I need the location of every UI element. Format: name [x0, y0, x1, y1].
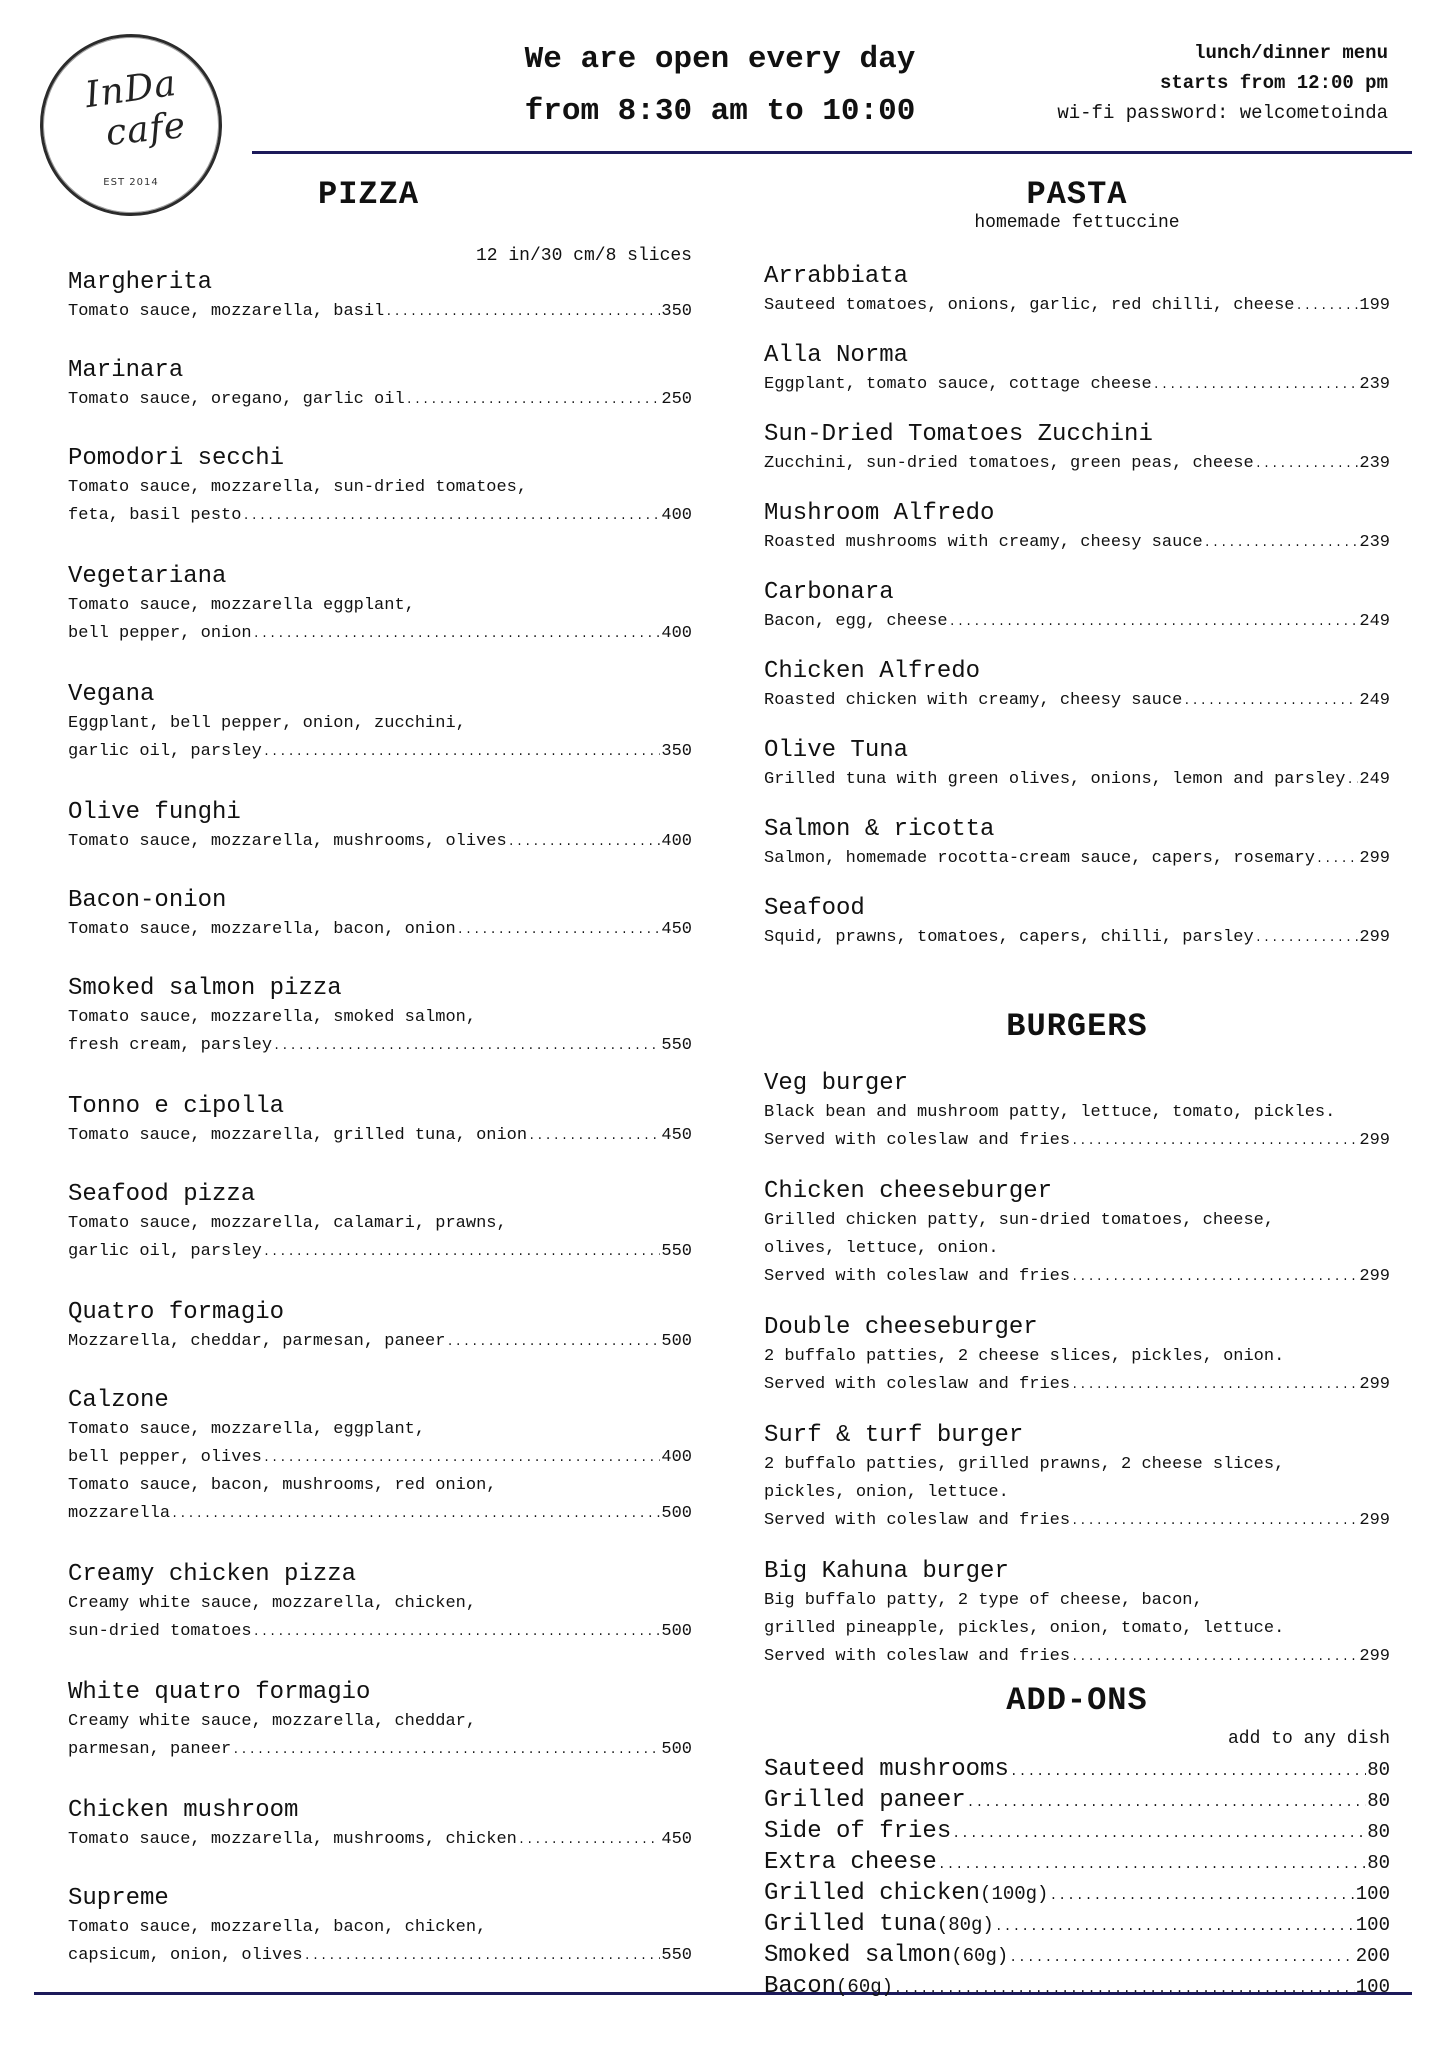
item-name: Sun-Dried Tomatoes Zucchini: [764, 421, 1153, 448]
menu-type: lunch/dinner menu: [1194, 42, 1388, 64]
item-price: 239: [1359, 375, 1390, 394]
price-row: [764, 687, 1390, 715]
item-description: Tomato sauce, mozzarella, smoked salmon,: [68, 1008, 477, 1027]
addon-item: [764, 1879, 1390, 1910]
item-name: Mushroom Alfredo: [764, 500, 995, 527]
dot-leader: [1204, 529, 1359, 557]
menu-item: [68, 1180, 692, 1266]
item-name: Carbonara: [764, 579, 894, 606]
dot-leader: [1347, 766, 1359, 794]
item-description: bell pepper, olives: [68, 1448, 262, 1467]
item-price: 400: [661, 1448, 692, 1467]
price-row: [68, 620, 692, 648]
pasta-subtitle: homemade fettuccine: [974, 213, 1180, 233]
dot-leader: [967, 1788, 1367, 1817]
item-name: Vegana: [68, 681, 155, 708]
menu-item: [68, 798, 692, 856]
dot-leader: [304, 1942, 661, 1970]
item-name: Olive funghi: [68, 799, 241, 826]
price-row: [68, 386, 692, 414]
item-description: Roasted mushrooms with creamy, cheesy sauce: [764, 533, 1203, 552]
price-row: [68, 916, 692, 944]
pizza-size-note: 12 in/30 cm/8 slices: [475, 246, 692, 266]
item-description: Squid, prawns, tomatoes, capers, chilli, parsley: [764, 928, 1254, 947]
item-name: Calzone: [68, 1387, 169, 1414]
item-description: Tomato sauce, mozzarella, bacon, chicken,: [68, 1918, 487, 1937]
dot-leader: [995, 1912, 1355, 1941]
item-name: Bacon-onion: [68, 887, 227, 914]
dot-leader: [1183, 687, 1358, 715]
item-description: pickles, onion, lettuce.: [764, 1483, 1009, 1502]
price-row: [68, 1736, 692, 1764]
dot-leader: [1255, 450, 1359, 478]
addon-name: Grilled chicken: [764, 1880, 981, 1907]
addon-price: 100: [1355, 1914, 1390, 1936]
item-description: Served with coleslaw and fries: [764, 1647, 1071, 1666]
addon-item: [764, 1786, 1390, 1817]
item-price: 400: [661, 624, 692, 643]
price-row: [764, 1127, 1390, 1155]
price-row: [764, 924, 1390, 952]
item-price: 550: [661, 1242, 692, 1261]
dot-leader: [949, 608, 1359, 636]
menu-item: [68, 680, 692, 766]
addon-item: [764, 1848, 1390, 1879]
price-row: [764, 292, 1390, 320]
item-description: Creamy white sauce, mozzarella, chicken,: [68, 1594, 477, 1613]
logo-name: InDa: [82, 62, 180, 117]
logo-established: EST 2014: [103, 177, 159, 188]
item-description: capsicum, onion, olives: [68, 1946, 303, 1965]
dot-leader: [253, 1618, 661, 1646]
menu-item: [764, 578, 1390, 636]
item-description: olives, lettuce, onion.: [764, 1239, 999, 1258]
price-row: [764, 845, 1390, 873]
item-description: Grilled tuna with green olives, onions, lemon and parsley: [764, 770, 1346, 789]
item-name: Supreme: [68, 1885, 169, 1912]
menu-item: [764, 1177, 1390, 1291]
price-row: [764, 766, 1390, 794]
item-description: Sauteed tomatoes, onions, garlic, red chilli, cheese: [764, 296, 1295, 315]
item-description: parmesan, paneer: [68, 1740, 232, 1759]
addon-price: 80: [1367, 1821, 1390, 1843]
price-row: [764, 1263, 1390, 1291]
dot-leader: [273, 1032, 660, 1060]
item-description: fresh cream, parsley: [68, 1036, 273, 1055]
item-price: 299: [1359, 1647, 1390, 1666]
menu-item: [68, 562, 692, 648]
item-description: feta, basil pesto: [68, 506, 242, 525]
item-description: Served with coleslaw and fries: [764, 1267, 1071, 1286]
addon-price: 100: [1355, 1883, 1390, 1905]
header-info: [1057, 38, 1388, 128]
item-description: mozzarella: [68, 1504, 171, 1523]
pasta-header: [764, 176, 1390, 233]
item-description: Salmon, homemade rocotta-cream sauce, capers, rosemary: [764, 849, 1315, 868]
addon-name: Sauteed mushrooms: [764, 1756, 1009, 1783]
addons-section-title: ADD-ONS: [1006, 1682, 1148, 1719]
item-name: Arrabbiata: [764, 263, 909, 290]
item-price: 239: [1359, 533, 1390, 552]
menu-item: [764, 1421, 1390, 1535]
addon-price: 200: [1355, 1945, 1390, 1967]
item-price: 350: [661, 742, 692, 761]
item-name: Seafood pizza: [68, 1181, 256, 1208]
dot-leader: [457, 916, 661, 944]
item-description: Tomato sauce, mozzarella, bacon, onion: [68, 920, 456, 939]
item-description: Served with coleslaw and fries: [764, 1511, 1071, 1530]
addon-name: Grilled tuna: [764, 1911, 937, 1938]
item-name: Creamy chicken pizza: [68, 1561, 357, 1588]
item-price: 500: [661, 1740, 692, 1759]
dot-leader: [263, 1238, 661, 1266]
item-price: 400: [661, 832, 692, 851]
price-row: [68, 1328, 692, 1356]
price-row: [68, 502, 692, 530]
price-row: [764, 608, 1390, 636]
dot-leader: [1049, 1881, 1354, 1910]
addon-weight: (60g): [951, 1945, 1009, 1967]
item-price: 500: [661, 1332, 692, 1351]
dot-leader: [406, 386, 661, 414]
price-row: [68, 1122, 692, 1150]
item-description: Tomato sauce, mozzarella, mushrooms, olives: [68, 832, 507, 851]
dot-leader: [1071, 1643, 1358, 1671]
item-name: Double cheeseburger: [764, 1314, 1038, 1341]
logo-subname: cafe: [103, 104, 189, 155]
addon-name: Smoked salmon: [764, 1942, 952, 1969]
dot-leader: [518, 1826, 661, 1854]
menu-item: [764, 262, 1390, 320]
item-description: Tomato sauce, mozzarella, basil: [68, 302, 385, 321]
item-name: Smoked salmon pizza: [68, 975, 342, 1002]
item-name: Chicken cheeseburger: [764, 1178, 1053, 1205]
opening-hours: [480, 34, 960, 138]
cafe-logo: [40, 34, 222, 216]
addon-name: Bacon: [764, 1973, 837, 2000]
item-price: 450: [661, 920, 692, 939]
pasta-section-title: PASTA: [1026, 176, 1128, 213]
item-price: 249: [1359, 770, 1390, 789]
item-price: 299: [1359, 1375, 1390, 1394]
dot-leader: [263, 1444, 661, 1472]
item-price: 239: [1359, 454, 1390, 473]
price-row: [68, 1942, 692, 1970]
menu-item: [764, 1557, 1390, 1671]
item-name: Vegetariana: [68, 563, 227, 590]
menu-item: [764, 1069, 1390, 1155]
menu-item: [68, 268, 692, 326]
addon-price: 80: [1367, 1852, 1390, 1874]
dot-leader: [171, 1500, 660, 1528]
item-price: 450: [661, 1126, 692, 1145]
addons-list: [764, 1755, 1390, 2003]
item-price: 299: [1359, 1131, 1390, 1150]
menu-item: [764, 1313, 1390, 1399]
hours-line-2: from 8:30 am to 10:00: [524, 94, 916, 129]
item-price: 550: [661, 1946, 692, 1965]
menu-item: [68, 1560, 692, 1646]
item-name: Seafood: [764, 895, 865, 922]
dot-leader: [263, 738, 661, 766]
item-description: Tomato sauce, mozzarella, grilled tuna, onion: [68, 1126, 528, 1145]
addon-name: Side of fries: [764, 1818, 952, 1845]
burgers-section-title: BURGERS: [1006, 1008, 1148, 1045]
item-name: Marinara: [68, 357, 184, 384]
item-description: Tomato sauce, oregano, garlic oil: [68, 390, 405, 409]
menu-item: [764, 499, 1390, 557]
item-description: Served with coleslaw and fries: [764, 1375, 1071, 1394]
addon-price: 80: [1367, 1790, 1390, 1812]
price-row: [68, 1500, 692, 1528]
addon-name: Grilled paneer: [764, 1787, 966, 1814]
dot-leader: [1071, 1127, 1358, 1155]
item-description: Black bean and mushroom patty, lettuce, tomato, pickles.: [764, 1103, 1336, 1122]
item-description: Eggplant, bell pepper, onion, zucchini,: [68, 714, 466, 733]
price-row: [68, 1238, 692, 1266]
item-price: 500: [661, 1504, 692, 1523]
item-description: Tomato sauce, mozzarella, eggplant,: [68, 1420, 426, 1439]
item-name: Surf & turf burger: [764, 1422, 1024, 1449]
item-name: Big Kahuna burger: [764, 1558, 1009, 1585]
dot-leader: [508, 828, 661, 856]
item-description: Tomato sauce, mozzarella eggplant,: [68, 596, 415, 615]
addon-item: [764, 1755, 1390, 1786]
addon-weight: (100g): [980, 1883, 1049, 1905]
item-price: 550: [661, 1036, 692, 1055]
price-row: [68, 298, 692, 326]
price-row: [68, 828, 692, 856]
item-price: 350: [661, 302, 692, 321]
menu-item: [68, 1678, 692, 1764]
item-price: 249: [1359, 612, 1390, 631]
pizza-section-title: PIZZA: [318, 176, 420, 213]
item-description: garlic oil, parsley: [68, 1242, 262, 1261]
item-price: 400: [661, 506, 692, 525]
dot-leader: [242, 502, 660, 530]
menu-item: [764, 341, 1390, 399]
item-description: 2 buffalo patties, 2 cheese slices, pickles, onion.: [764, 1347, 1285, 1366]
hours-line-1: We are open every day: [524, 42, 916, 77]
menu-item: [68, 1796, 692, 1854]
menu-item: [764, 657, 1390, 715]
item-price: 299: [1359, 849, 1390, 868]
dot-leader: [1316, 845, 1359, 873]
dot-leader: [1071, 1371, 1358, 1399]
item-description: Served with coleslaw and fries: [764, 1131, 1071, 1150]
price-row: [68, 738, 692, 766]
price-row: [764, 371, 1390, 399]
item-description: Roasted chicken with creamy, cheesy sauce: [764, 691, 1183, 710]
menu-item: [764, 894, 1390, 952]
item-price: 299: [1359, 928, 1390, 947]
price-row: [764, 1507, 1390, 1535]
price-row: [68, 1826, 692, 1854]
addon-item: [764, 1817, 1390, 1848]
dot-leader: [253, 620, 661, 648]
item-name: Alla Norma: [764, 342, 909, 369]
item-price: 299: [1359, 1267, 1390, 1286]
menu-start-time: starts from 12:00 pm: [1159, 72, 1388, 94]
addon-item: [764, 1941, 1390, 1972]
item-name: Olive Tuna: [764, 737, 909, 764]
item-name: Chicken Alfredo: [764, 658, 981, 685]
item-description: Bacon, egg, cheese: [764, 612, 948, 631]
addons-note: add to any dish: [1227, 1729, 1390, 1749]
item-description: sun-dried tomatoes: [68, 1622, 252, 1641]
pasta-list: [764, 262, 1390, 973]
dot-leader: [1255, 924, 1359, 952]
dot-leader: [446, 1328, 660, 1356]
dot-leader: [1010, 1757, 1366, 1786]
item-description: Tomato sauce, mozzarella, sun-dried tomatoes,: [68, 478, 528, 497]
dot-leader: [1296, 292, 1359, 320]
menu-item: [764, 736, 1390, 794]
dot-leader: [528, 1122, 660, 1150]
wifi-password: wi-fi password: welcometoinda: [1057, 102, 1388, 124]
menu-item: [68, 444, 692, 530]
item-description: Tomato sauce, mozzarella, mushrooms, chicken: [68, 1830, 517, 1849]
item-description: 2 buffalo patties, grilled prawns, 2 cheese slices,: [764, 1455, 1285, 1474]
item-price: 450: [661, 1830, 692, 1849]
item-description: Zucchini, sun-dried tomatoes, green peas, cheese: [764, 454, 1254, 473]
item-description: Big buffalo patty, 2 type of cheese, bacon,: [764, 1591, 1203, 1610]
price-row: [68, 1444, 692, 1472]
dot-leader: [952, 1819, 1366, 1848]
item-price: 299: [1359, 1511, 1390, 1530]
item-name: Quatro formagio: [68, 1299, 285, 1326]
item-description: grilled pineapple, pickles, onion, tomato, lettuce.: [764, 1619, 1285, 1638]
menu-item: [764, 420, 1390, 478]
item-price: 249: [1359, 691, 1390, 710]
item-description: Tomato sauce, mozzarella, calamari, prawns,: [68, 1214, 507, 1233]
price-row: [764, 1371, 1390, 1399]
menu-item: [68, 1884, 692, 1970]
addon-weight: (60g): [836, 1976, 894, 1998]
addon-item: [764, 1972, 1390, 2003]
price-row: [68, 1618, 692, 1646]
dot-leader: [1009, 1943, 1355, 1972]
item-name: Salmon & ricotta: [764, 816, 995, 843]
menu-item: [68, 1298, 692, 1356]
item-name: Veg burger: [764, 1070, 909, 1097]
header-divider: [252, 151, 1412, 154]
item-description: garlic oil, parsley: [68, 742, 262, 761]
price-row: [764, 450, 1390, 478]
addon-price: 100: [1355, 1976, 1390, 1998]
item-description: Eggplant, tomato sauce, cottage cheese: [764, 375, 1152, 394]
addon-price: 80: [1367, 1759, 1390, 1781]
item-price: 500: [661, 1622, 692, 1641]
dot-leader: [232, 1736, 660, 1764]
item-description: Grilled chicken patty, sun-dried tomatoes, cheese,: [764, 1211, 1275, 1230]
item-name: White quatro formagio: [68, 1679, 371, 1706]
price-row: [68, 1032, 692, 1060]
menu-item: [68, 974, 692, 1060]
item-name: Tonno e cipolla: [68, 1093, 285, 1120]
dot-leader: [385, 298, 660, 326]
menu-item: [68, 886, 692, 944]
price-row: [764, 1643, 1390, 1671]
item-name: Margherita: [68, 269, 213, 296]
item-name: Pomodori secchi: [68, 445, 285, 472]
item-price: 199: [1359, 296, 1390, 315]
dot-leader: [938, 1850, 1366, 1879]
item-name: Chicken mushroom: [68, 1797, 299, 1824]
addon-name: Extra cheese: [764, 1849, 937, 1876]
dot-leader: [894, 1974, 1355, 2003]
menu-item: [764, 815, 1390, 873]
dot-leader: [1153, 371, 1359, 399]
dot-leader: [1071, 1263, 1358, 1291]
menu-item: [68, 1092, 692, 1150]
addon-item: [764, 1910, 1390, 1941]
dot-leader: [1071, 1507, 1358, 1535]
burgers-list: [764, 1069, 1390, 1693]
item-price: 250: [661, 390, 692, 409]
item-description: Creamy white sauce, mozzarella, cheddar,: [68, 1712, 477, 1731]
price-row: [764, 529, 1390, 557]
addon-weight: (80g): [936, 1914, 994, 1936]
menu-item: [68, 356, 692, 414]
item-description: bell pepper, onion: [68, 624, 252, 643]
item-description: Mozzarella, cheddar, parmesan, paneer: [68, 1332, 446, 1351]
menu-item: [68, 1386, 692, 1528]
item-description: Tomato sauce, bacon, mushrooms, red onion,: [68, 1476, 497, 1495]
